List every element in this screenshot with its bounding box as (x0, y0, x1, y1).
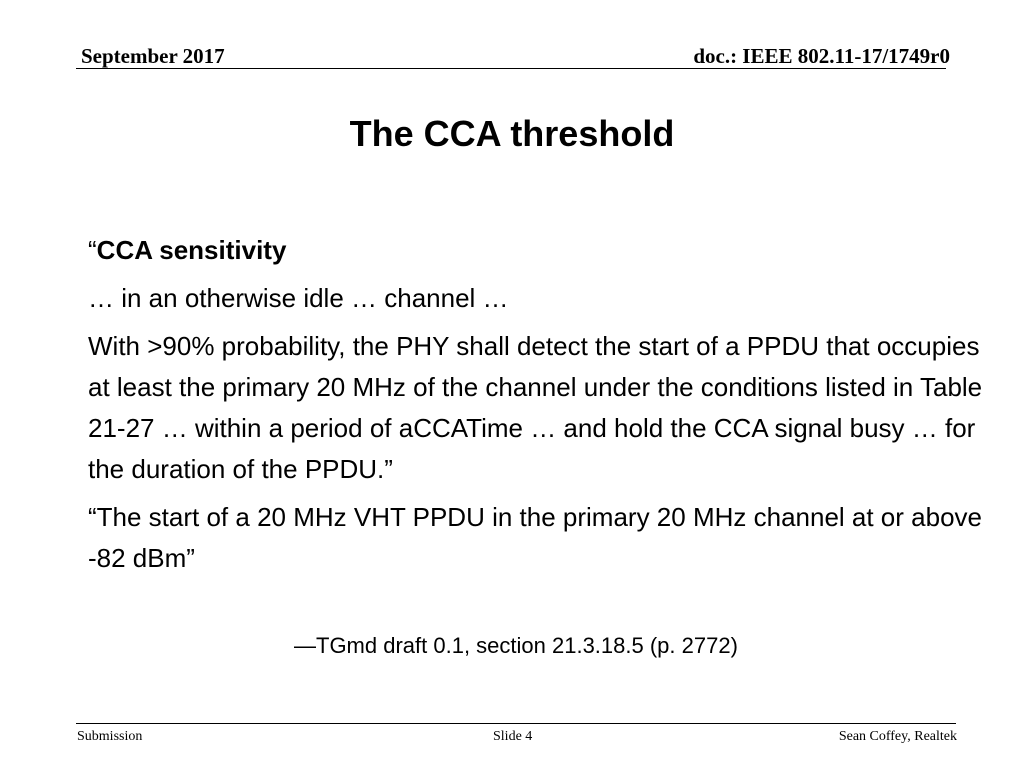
cca-sensitivity-heading: CCA sensitivity (96, 235, 287, 265)
footer-slide-number: Slide 4 (493, 729, 533, 744)
cca-heading-line (88, 230, 988, 271)
header-divider (76, 68, 946, 69)
footer-author: Sean Coffey, Realtek (838, 729, 957, 744)
idle-channel-line: … in an otherwise idle … channel … (88, 283, 509, 313)
opening-quote: “ (88, 235, 97, 265)
source-attribution: —TGmd draft 0.1, section 21.3.18.5 (p. 2772) (294, 633, 738, 658)
slide-body (88, 230, 988, 588)
slide-title: The CCA threshold (349, 113, 675, 154)
footer-divider (76, 723, 956, 724)
header-date: September 2017 (81, 44, 225, 68)
threshold-quote: “The start of a 20 MHz VHT PPDU in the primary 20 MHz channel at or above -82 dBm” (88, 502, 982, 573)
header-doc-id: doc.: IEEE 802.11-17/1749r0 (693, 44, 950, 68)
detection-requirement-text: With >90% probability, the PHY shall detect the start of a PPDU that occupies at least the primary 20 MHz of the channel under the conditions listed in Table 21-27 … within a period of aCCATime … and hold the CCA signal busy … for the duration of the PPDU.” (88, 331, 983, 484)
footer-submission: Submission (77, 729, 143, 744)
